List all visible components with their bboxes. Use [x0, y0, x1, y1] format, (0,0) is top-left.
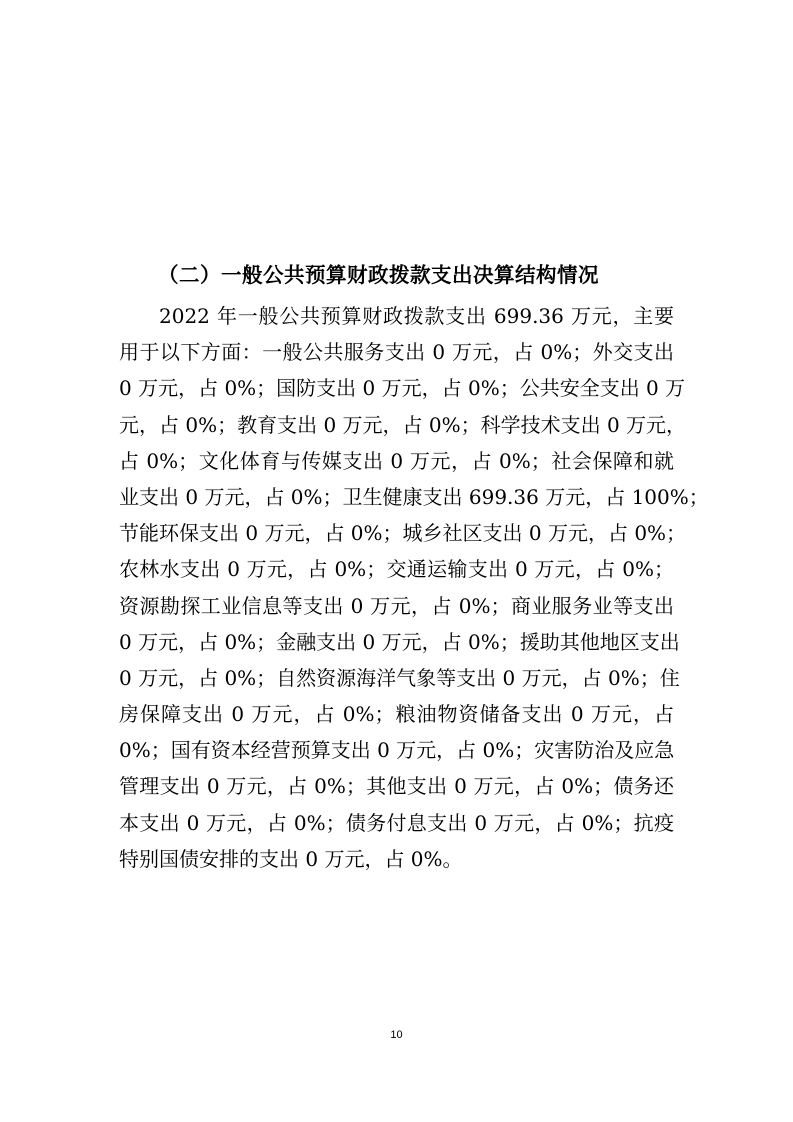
paragraph-line: 元，占 0%；教育支出 0 万元，占 0%；科学技术支出 0 万元，	[119, 412, 687, 437]
paragraph-line: 业支出 0 万元，占 0%；卫生健康支出 699.36 万元，占 100%；	[119, 484, 709, 509]
paragraph-line: 0 万元，占 0%；自然资源海洋气象等支出 0 万元，占 0%；住	[119, 665, 680, 690]
paragraph-line: 本支出 0 万元，占 0%；债务付息支出 0 万元，占 0%；抗疫	[119, 810, 674, 835]
paragraph-line: 0%；国有资本经营预算支出 0 万元，占 0%；灾害防治及应急	[119, 738, 675, 763]
paragraph-line: 占 0%；文化体育与传媒支出 0 万元，占 0%；社会保障和就	[119, 448, 674, 473]
paragraph-line: 节能环保支出 0 万元，占 0%；城乡社区支出 0 万元，占 0%；	[119, 521, 687, 546]
page-number: 10	[390, 1029, 403, 1041]
paragraph-line: 房保障支出 0 万元，占 0%；粮油物资储备支出 0 万元，占	[119, 702, 674, 727]
body-paragraph	[119, 298, 709, 877]
paragraph-line: 0 万元，占 0%；金融支出 0 万元，占 0%；援助其他地区支出	[119, 629, 680, 654]
paragraph-line: 2022 年一般公共预算财政拨款支出 699.36 万元，主要	[159, 304, 674, 328]
section-heading: （二）一般公共预算财政拨款支出决算结构情况	[158, 263, 599, 287]
paragraph-line: 0 万元，占 0%；国防支出 0 万元，占 0%；公共安全支出 0 万	[119, 376, 686, 401]
paragraph-line: 用于以下方面：一般公共服务支出 0 万元，占 0%；外交支出	[119, 340, 674, 365]
paragraph-line: 特别国债安排的支出 0 万元，占 0%。	[119, 846, 463, 871]
paragraph-line: 农林水支出 0 万元，占 0%；交通运输支出 0 万元，占 0%；	[119, 557, 674, 582]
paragraph-line: 资源勘探工业信息等支出 0 万元，占 0%；商业服务业等支出	[119, 593, 674, 618]
paragraph-line: 管理支出 0 万元，占 0%；其他支出 0 万元，占 0%；债务还	[119, 774, 674, 799]
